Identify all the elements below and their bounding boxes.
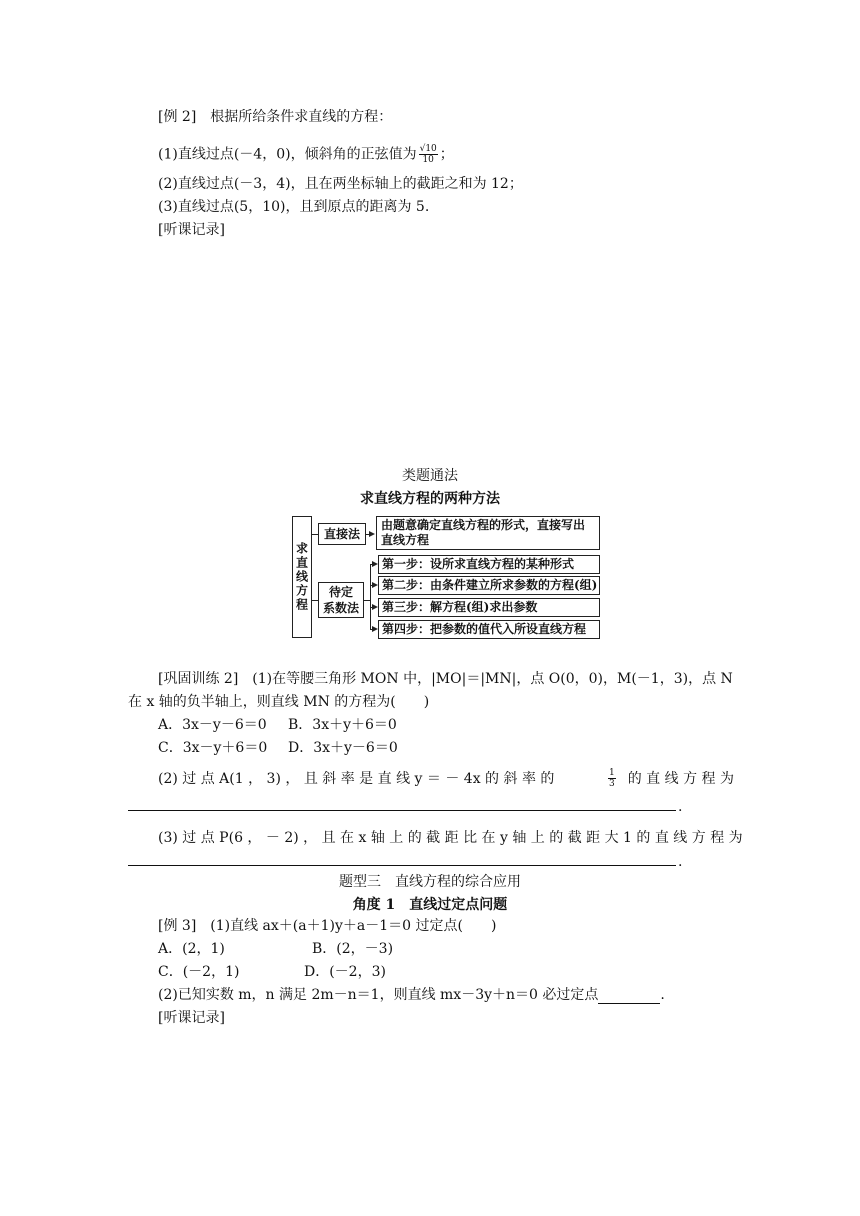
direct-desc-line: 直线方程 (381, 533, 430, 547)
arrow-icon (369, 531, 375, 537)
step-box: 第三步：解方程(组)求出参数 (378, 598, 600, 617)
option-c: C．(－2，1) (158, 964, 240, 980)
q2-end-period: . (678, 799, 683, 815)
example-2-title: [例 2] 根据所给条件求直线的方程： (158, 109, 393, 125)
q1-suffix: ； (439, 146, 454, 163)
fraction-one-third (608, 768, 616, 789)
root-box: 求直线方程 (292, 516, 312, 638)
example-3-line: [例 3] (1)直线 ax＋(a＋1)y＋a－1＝0 过定点( ) (158, 918, 497, 934)
q2-suffix: 的 直 线 方 程 为 (627, 771, 734, 787)
direct-desc-line: 由题意确定直线方程的形式，直接写出 (381, 518, 586, 532)
fraction-denominator: 10 (422, 155, 434, 165)
example-2-notes: [听课记录] (158, 222, 225, 238)
option-a: A．3x－y－6＝0 (158, 717, 267, 733)
type-3-heading: 题型三 直线方程的综合应用 (339, 874, 521, 890)
option-a: A．(2，1) (158, 941, 225, 957)
practice-2-options-cd (158, 739, 398, 757)
practice-2-q3: (3) 过 点 P(6 ， － 2) ， 且 在 x 轴 上 的 截 距 比 在 y 轴 上 的 截 距 大 1 的 直 线 方 程 为 (158, 830, 743, 846)
option-c: C．3x－y＋6＝0 (158, 740, 268, 756)
q2-text: (2) 过 点 A(1 ， 3) ， 且 斜 率 是 直 线 y ＝ － 4x 的 斜 率 的 (158, 771, 555, 787)
fraction-denominator: 3 (609, 779, 615, 789)
answer-blank-q2[interactable] (128, 810, 676, 811)
fraction-numerator: 1 (609, 768, 615, 778)
step-box: 第一步：设所求直线方程的某种形式 (378, 555, 600, 574)
direct-method-desc-box (376, 516, 600, 550)
step-box: 第二步：由条件建立所求参数的方程(组) (378, 576, 600, 595)
answer-blank[interactable] (598, 989, 660, 1004)
example-3-q2 (158, 986, 665, 1004)
fraction-numerator: √10 (419, 144, 437, 154)
undet-label-line: 系数法 (322, 601, 359, 615)
option-b: B．3x＋y＋6＝0 (288, 717, 397, 733)
fraction-sqrt10-over-10 (419, 144, 438, 165)
undet-label-line: 待定 (328, 585, 353, 599)
example-2-q2: (2)直线过点(－3，4)，且在两坐标轴上的截距之和为 12； (158, 176, 523, 192)
angle-1-heading: 角度 1 直线过定点问题 (352, 897, 508, 913)
answer-blank-q3[interactable] (128, 865, 676, 866)
q2-suffix: . (660, 987, 665, 1003)
example-2-q1 (158, 144, 454, 165)
q3-end-period: . (678, 854, 683, 870)
example-3-notes: [听课记录] (158, 1010, 225, 1026)
q2-text: (2)已知实数 m，n 满足 2m－n＝1，则直线 mx－3y＋n＝0 必过定点 (158, 987, 599, 1003)
example-3-options-cd (158, 963, 386, 981)
method-diagram (292, 516, 600, 640)
q1-text: (1)直线过点(－4，0)，倾斜角的正弦值为 (158, 146, 417, 163)
practice-2-line2: 在 x 轴的负半轴上，则直线 MN 的方程为( ) (128, 694, 430, 710)
step-box: 第四步：把参数的值代入所设直线方程 (378, 620, 600, 639)
option-b: B．(2，－3) (312, 941, 394, 957)
practice-2-options-ab (158, 716, 397, 734)
undetermined-method-box (318, 582, 364, 618)
method-title: 求直线方程的两种方法 (360, 491, 500, 507)
option-d: D．3x＋y－6＝0 (288, 740, 398, 756)
connector (370, 564, 371, 630)
option-d: D．(－2，3) (304, 964, 386, 980)
practice-2-line1: [巩固训练 2] (1)在等腰三角形 MON 中，|MO|＝|MN|，点 O(0，0)，M(－1，3)，点 N (158, 671, 733, 687)
example-2-q3: (3)直线过点(5，10)，且到原点的距离为 5. (158, 199, 430, 215)
method-heading: 类题通法 (402, 468, 458, 484)
example-3-options-ab (158, 940, 393, 958)
direct-method-box: 直接法 (318, 523, 366, 545)
